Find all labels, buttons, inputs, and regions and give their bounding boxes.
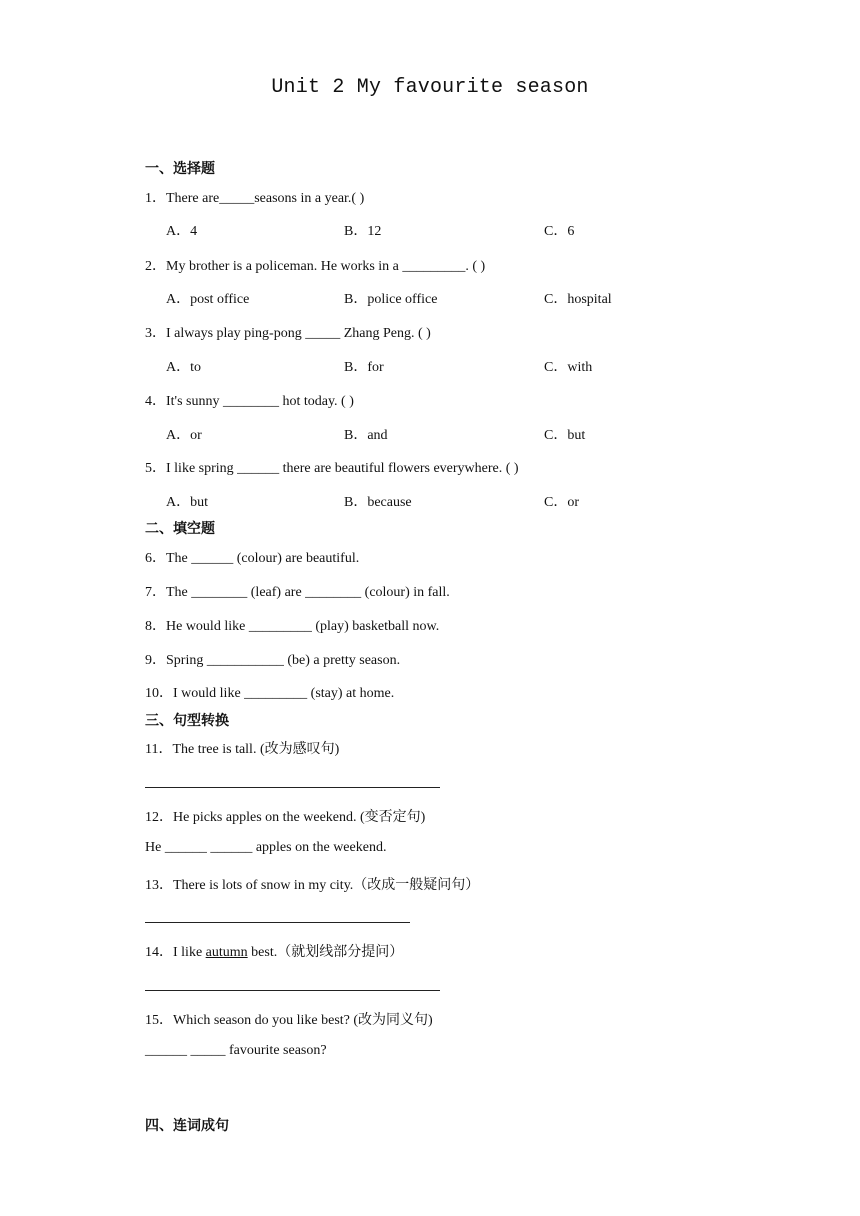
question-15: 15．Which season do you like best? (改为同义句) — [145, 1013, 433, 1028]
question-12-answer: He ______ ______ apples on the weekend. — [145, 840, 387, 855]
option-c: C．but — [544, 428, 586, 443]
option-a: A．4 — [166, 224, 198, 239]
question-12: 12．He picks apples on the weekend. (变否定句) — [145, 810, 426, 825]
question-5: 5．I like spring ______ there are beautiful flowers everywhere. ( ) — [145, 461, 519, 476]
option-b: B．for — [344, 360, 384, 375]
section-heading-sentence-transformation: 三、句型转换 — [145, 713, 229, 729]
question-1-options — [166, 220, 726, 240]
option-c: C．or — [544, 495, 579, 510]
question-15-answer: ______ _____ favourite season? — [145, 1043, 327, 1058]
underlined-word: autumn — [205, 945, 248, 960]
option-a: A．post office — [166, 292, 250, 307]
option-b: B．police office — [344, 292, 438, 307]
question-5-options — [166, 491, 726, 511]
section-heading-word-order: 四、连词成句 — [145, 1118, 229, 1134]
question-14 — [145, 941, 403, 961]
question-8: 8．He would like _________ (play) basketball now. — [145, 619, 440, 634]
option-a: A．to — [166, 360, 201, 375]
question-3-options — [166, 356, 726, 376]
section-heading-fill-in: 二、填空题 — [145, 521, 215, 537]
option-a: A．but — [166, 495, 208, 510]
section-heading-multiple-choice: 一、选择题 — [145, 161, 215, 177]
option-a: A．or — [166, 428, 202, 443]
question-4: 4．It's sunny ________ hot today. ( ) — [145, 394, 354, 409]
option-b: B．because — [344, 495, 412, 510]
option-c: C．6 — [544, 224, 575, 239]
page-title: Unit 2 My favourite season — [271, 76, 589, 99]
question-10: 10．I would like _________ (stay) at home. — [145, 686, 395, 701]
question-11: 11．The tree is tall. (改为感叹句) — [145, 742, 340, 757]
question-7: 7．The ________ (leaf) are ________ (colour) in fall. — [145, 585, 450, 600]
question-6: 6．The ______ (colour) are beautiful. — [145, 551, 360, 566]
question-3: 3．I always play ping-pong _____ Zhang Peng. ( ) — [145, 326, 431, 341]
question-2: 2．My brother is a policeman. He works in a _________. ( ) — [145, 259, 486, 274]
answer-line — [145, 922, 410, 923]
answer-line — [145, 787, 440, 788]
answer-line — [145, 990, 440, 991]
option-c: C．hospital — [544, 292, 612, 307]
question-2-options — [166, 288, 726, 308]
option-b: B．12 — [344, 224, 382, 239]
option-c: C．with — [544, 360, 593, 375]
question-1: 1．There are_____seasons in a year.( ) — [145, 191, 365, 206]
option-b: B．and — [344, 428, 388, 443]
question-4-options — [166, 424, 726, 444]
question-14-prefix: 14．I like — [145, 945, 206, 960]
question-14-suffix: best.（就划线部分提问） — [247, 945, 404, 960]
question-9: 9．Spring ___________ (be) a pretty season. — [145, 653, 401, 668]
question-13: 13．There is lots of snow in my city.（改成一般疑问句） — [145, 878, 480, 893]
